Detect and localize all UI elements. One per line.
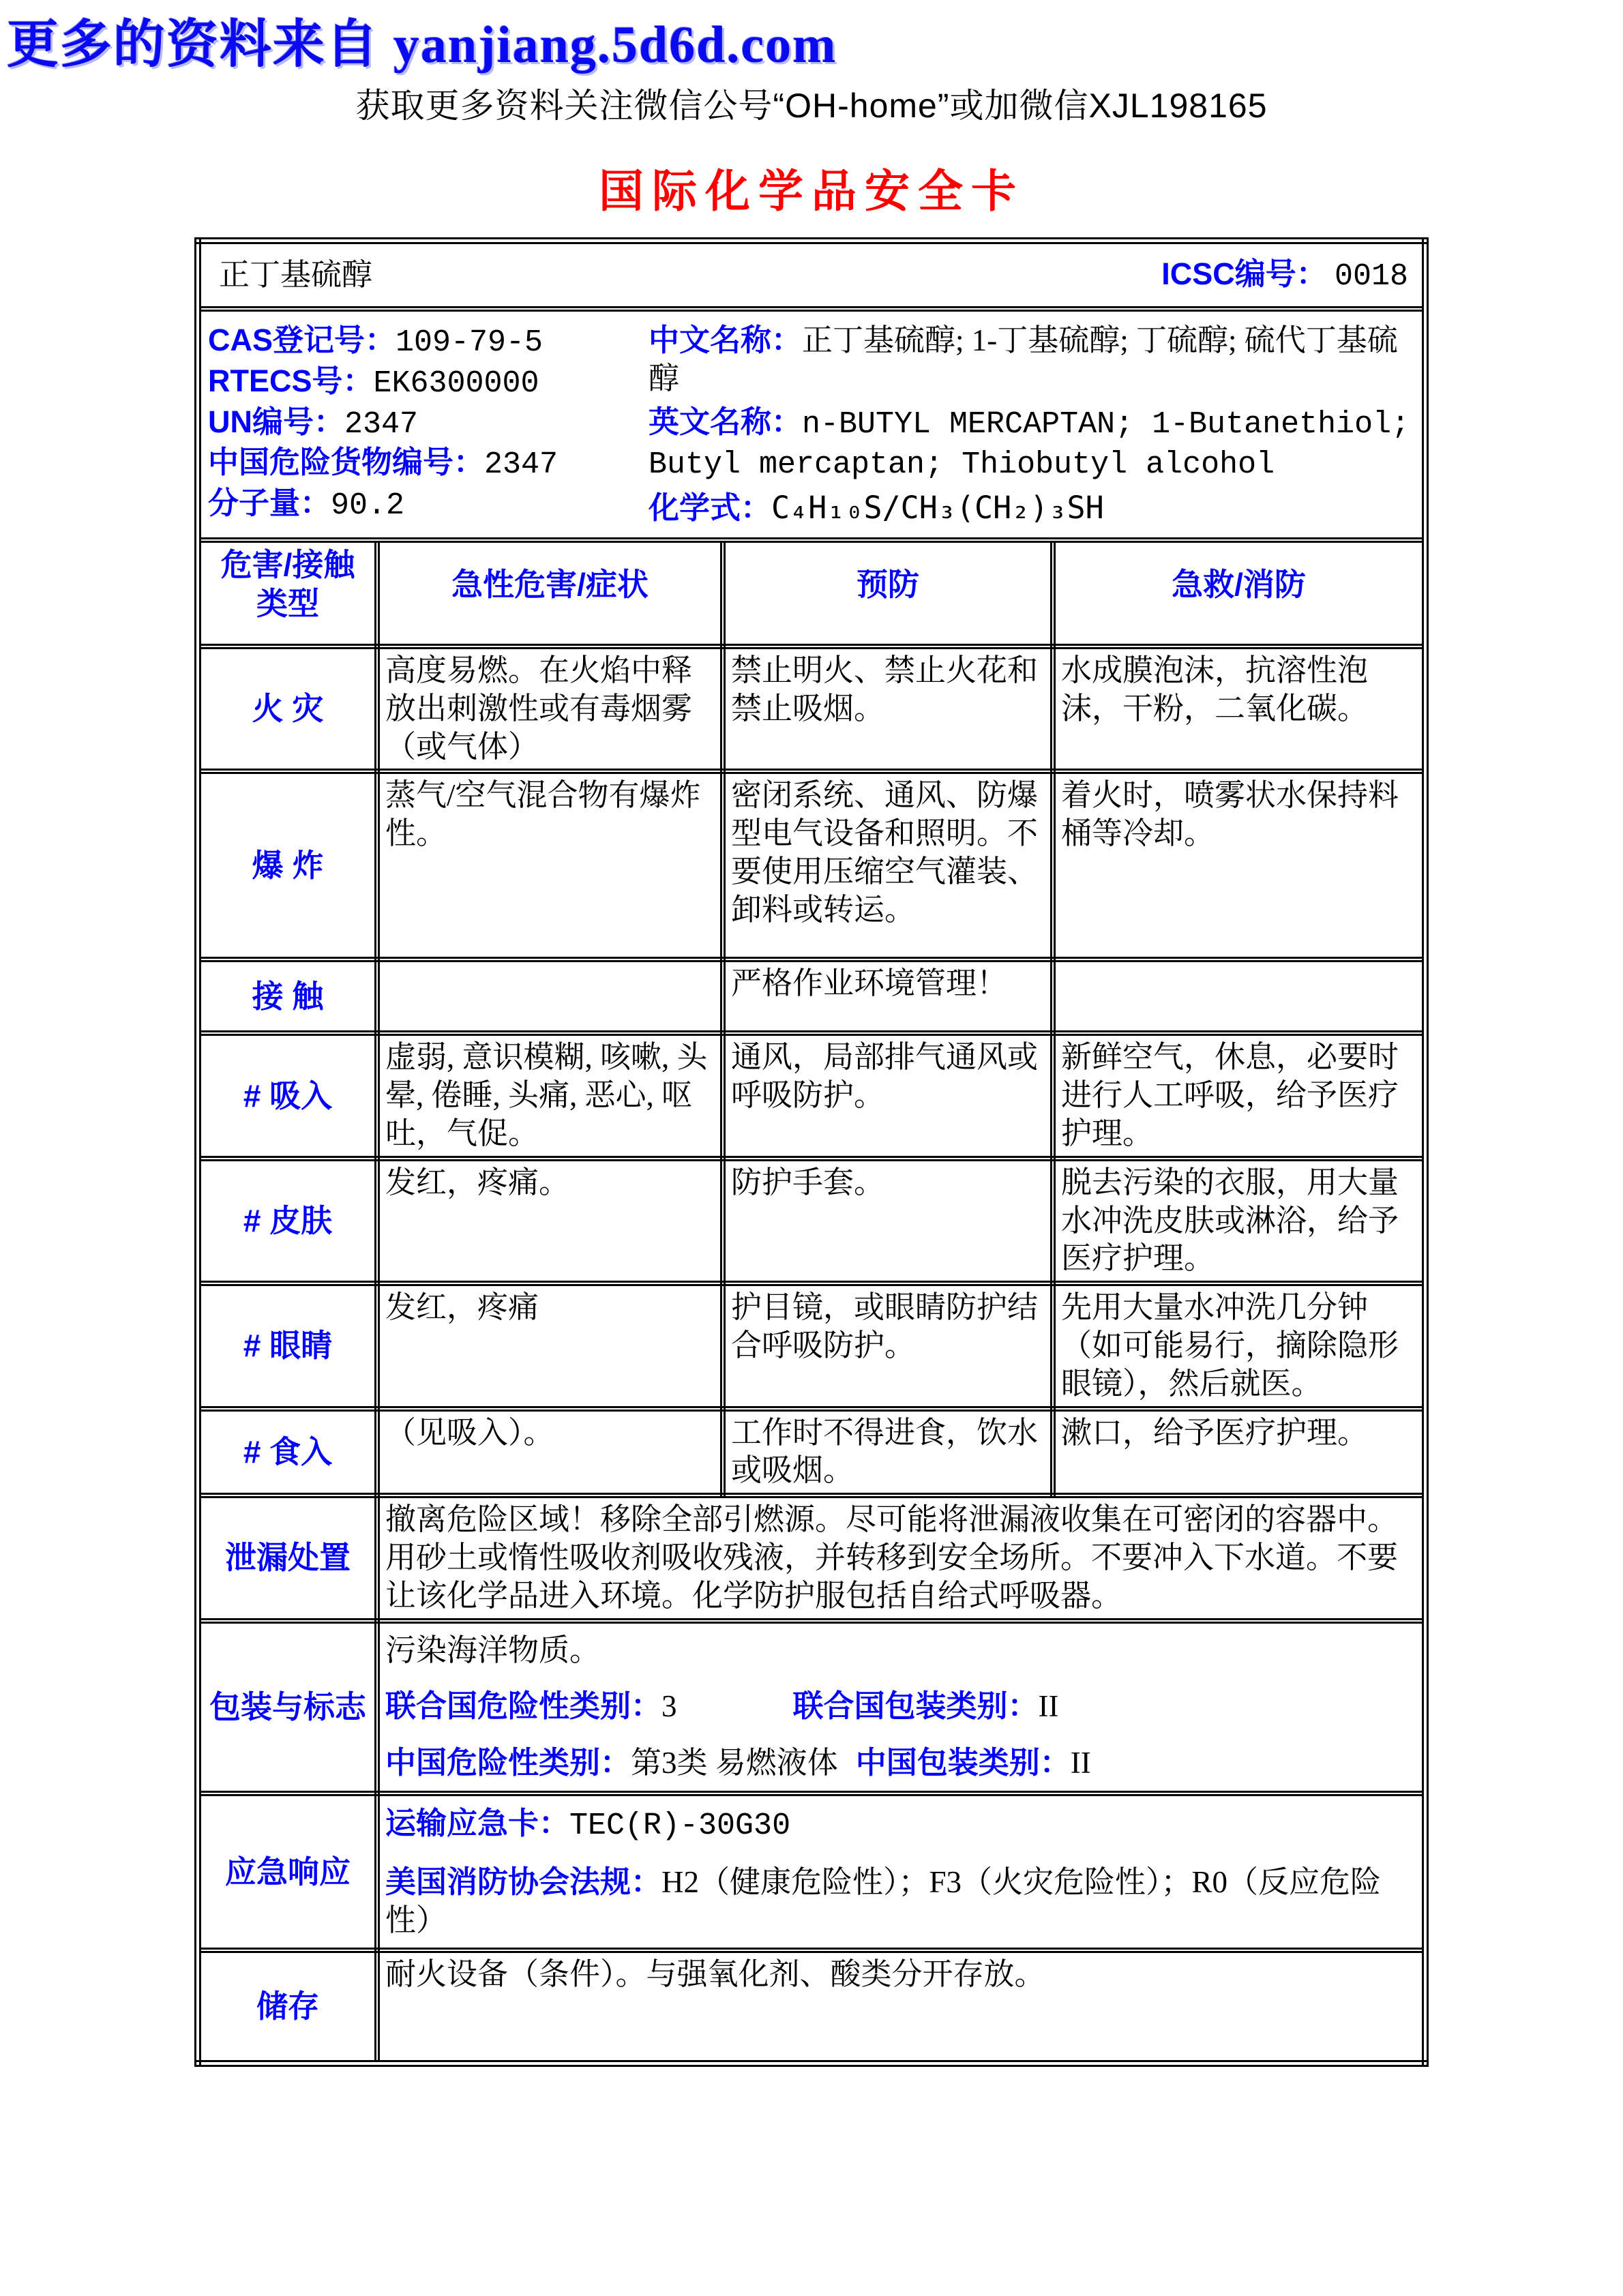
- row-fire: [198, 646, 1425, 771]
- chemical-formula: 化学式：C₄H₁₀S/CH₃(CH₂)₃SH: [649, 490, 1104, 526]
- row-eyes: [198, 1283, 1425, 1408]
- page-title: 国际化学品安全卡: [599, 167, 1024, 217]
- row-explosion-label: 爆 炸: [198, 771, 377, 959]
- cas-number: CAS登记号：109-79-5: [208, 323, 544, 360]
- row-storage-text: 耐火设备（条件）。与强氧化剂、酸类分开存放。: [377, 1950, 1425, 2063]
- icsc-table: [194, 237, 1429, 2067]
- row-skin-label: # 皮肤: [198, 1159, 377, 1283]
- row-skin-response: 脱去污染的衣服，用大量水冲洗皮肤或淋浴，给予医疗护理。: [1053, 1159, 1425, 1283]
- row-explosion-symptoms: 蒸气/空气混合物有爆炸性。: [377, 771, 723, 959]
- row-storage: [198, 1950, 1425, 2063]
- row-contact-prevention: 严格作业环境管理！: [723, 959, 1053, 1033]
- row-inhalation-symptoms: 虚弱, 意识模糊, 咳嗽, 头晕, 倦睡, 头痛, 恶心, 呕吐，气促。: [377, 1033, 723, 1158]
- column-header-prevention: 预防: [723, 540, 1053, 646]
- molecular-weight: 分子量：90.2: [208, 486, 405, 524]
- row-explosion: [198, 771, 1425, 959]
- row-inhalation-label: # 吸入: [198, 1033, 377, 1158]
- row-skin: [198, 1159, 1425, 1283]
- column-header-hazard-type: 危害/接触类型: [198, 540, 377, 646]
- row-contact-label: 接 触: [198, 959, 377, 1033]
- row-ingestion: [198, 1409, 1425, 1496]
- un-classification-line: 联合国危险性类别：3 联合国包装类别：II: [385, 1688, 1059, 1724]
- row-inhalation-prevention: 通风，局部排气通风或呼吸防护。: [723, 1033, 1053, 1158]
- row-eyes-prevention: 护目镜，或眼睛防护结合呼吸防护。: [723, 1283, 1053, 1408]
- row-fire-response: 水成膜泡沫，抗溶性泡沫，干粉，二氧化碳。: [1053, 646, 1425, 771]
- identifier-list: [208, 317, 644, 532]
- marine-pollutant-note: 污染海洋物质。: [385, 1632, 601, 1667]
- row-contact-response: [1053, 959, 1425, 1033]
- un-number: UN编号：2347: [208, 404, 419, 442]
- row-inhalation-response: 新鲜空气，休息，必要时进行人工呼吸，给予医疗护理。: [1053, 1033, 1425, 1158]
- row-contact: [198, 959, 1425, 1033]
- row-emergency: [198, 1793, 1425, 1950]
- row-fire-label: 火 灾: [198, 646, 377, 771]
- name-list: [644, 317, 1415, 532]
- name-row: [198, 241, 1425, 309]
- row-ingestion-response: 漱口，给予医疗护理。: [1053, 1409, 1425, 1496]
- china-dangerous-goods-number: 中国危险货物编号：2347: [208, 445, 559, 483]
- icsc-number-label: ICSC编号：: [1161, 256, 1327, 291]
- row-contact-symptoms: [377, 959, 723, 1033]
- row-explosion-prevention: 密闭系统、通风、防爆型电气设备和照明。不要使用压缩空气灌装、卸料或转运。: [723, 771, 1053, 959]
- row-skin-prevention: 防护手套。: [723, 1159, 1053, 1283]
- row-inhalation: [198, 1033, 1425, 1158]
- row-storage-label: 储存: [198, 1950, 377, 2063]
- english-names: 英文名称：n-BUTYL MERCAPTAN; 1-Butanethiol; Butyl mercaptan; Thiobutyl alcohol: [649, 404, 1410, 482]
- chemical-name: 正丁基硫醇: [219, 257, 373, 292]
- rtecs-number: RTECS号：EK6300000: [208, 363, 539, 401]
- wechat-note: 获取更多资料关注微信公号“OH-home”或加微信XJL198165: [355, 87, 1268, 125]
- nfpa-line: 美国消防协会法规：H2（健康危险性）；F3（火灾危险性）；R0（反应危险性）: [385, 1864, 1382, 1937]
- identifier-row: [198, 309, 1425, 540]
- row-packaging-label: 包装与标志: [198, 1621, 377, 1793]
- column-header-first-aid: 急救/消防: [1053, 540, 1425, 646]
- row-spill-text: 撤离危险区域！移除全部引燃源。尽可能将泄漏液收集在可密闭的容器中。用砂土或惰性吸收剂吸收残液，并转移到安全场所。不要冲入下水道。不要让该化学品进入环境。化学防护服包括自给式呼吸器。: [377, 1495, 1425, 1620]
- transport-emergency-card-line: 运输应急卡：TEC(R)-30G30: [385, 1805, 791, 1843]
- row-eyes-label: # 眼睛: [198, 1283, 377, 1408]
- column-header-row: [198, 540, 1425, 646]
- row-fire-prevention: 禁止明火、禁止火花和禁止吸烟。: [723, 646, 1053, 771]
- icsc-number-value: 0018: [1334, 258, 1408, 294]
- row-fire-symptoms: 高度易燃。在火焰中释放出刺激性或有毒烟雾（或气体）: [377, 646, 723, 771]
- row-skin-symptoms: 发红，疼痛。: [377, 1159, 723, 1283]
- row-ingestion-symptoms: （见吸入）。: [377, 1409, 723, 1496]
- row-packaging: [198, 1621, 1425, 1793]
- icsc-number: [1161, 255, 1408, 296]
- row-eyes-response: 先用大量水冲洗几分钟（如可能易行，摘除隐形眼镜），然后就医。: [1053, 1283, 1425, 1408]
- column-header-symptoms: 急性危害/症状: [377, 540, 723, 646]
- cn-classification-line: 中国危险性类别：第3类 易燃液体 中国包装类别：II: [385, 1745, 1091, 1780]
- row-spill: [198, 1495, 1425, 1620]
- row-ingestion-prevention: 工作时不得进食，饮水或吸烟。: [723, 1409, 1053, 1496]
- row-spill-label: 泄漏处置: [198, 1495, 377, 1620]
- site-banner: 更多的资料来自 yanjiang.5d6d.com: [7, 16, 837, 74]
- row-ingestion-label: # 食入: [198, 1409, 377, 1496]
- row-explosion-response: 着火时，喷雾状水保持料桶等冷却。: [1053, 771, 1425, 959]
- chinese-names: 中文名称：正丁基硫醇; 1-丁基硫醇; 丁硫醇; 硫代丁基硫醇: [649, 323, 1398, 396]
- row-eyes-symptoms: 发红，疼痛: [377, 1283, 723, 1408]
- row-emergency-label: 应急响应: [198, 1793, 377, 1950]
